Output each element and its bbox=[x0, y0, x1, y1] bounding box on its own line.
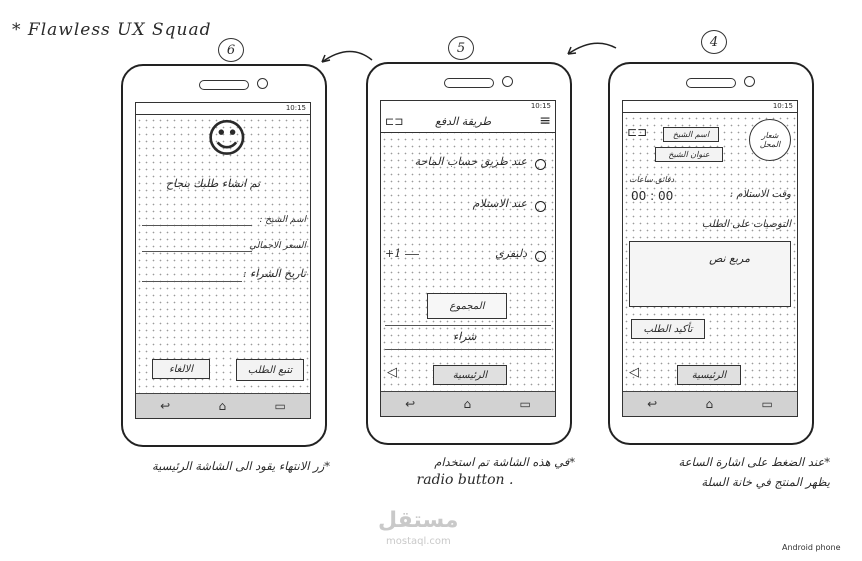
footer-label: Android phone bbox=[782, 543, 841, 552]
step-number-4: 4 bbox=[701, 30, 727, 54]
notes-textbox[interactable] bbox=[629, 241, 791, 307]
radio-delivery[interactable] bbox=[535, 251, 546, 262]
speaker bbox=[444, 78, 494, 88]
recents-icon[interactable]: ▭ bbox=[761, 397, 773, 411]
app-header bbox=[381, 112, 555, 133]
sketch-title: * Flawless UX Squad bbox=[12, 20, 212, 40]
caption-screen-6: *زر الانتهاء يقود الى الشاشة الرئيسية bbox=[151, 459, 330, 473]
field-line-date bbox=[142, 281, 242, 282]
cart-icon[interactable]: ⊏⊐ bbox=[385, 115, 404, 128]
confirm-order-button[interactable]: تأكيد الطلب bbox=[631, 319, 705, 339]
caption-5-line-1: *في هذه الشاشة تم استخدام bbox=[434, 455, 575, 469]
shop-logo-circle bbox=[749, 119, 791, 161]
field-label-date: تاريخ الشراء : bbox=[242, 267, 306, 280]
menu-icon[interactable]: ≡ bbox=[539, 113, 551, 129]
cart-icon[interactable]: ⊏⊐ bbox=[627, 125, 648, 139]
caption-4-line-2: يظهر المنتج في خانة السلة bbox=[701, 475, 830, 489]
notes-label: التوصيات على الطلب bbox=[701, 219, 791, 230]
home-icon[interactable]: ⌂ bbox=[705, 397, 714, 411]
home-icon[interactable]: ⌂ bbox=[218, 399, 227, 413]
watermark-logo: مستقل bbox=[378, 508, 459, 533]
divider-bottom bbox=[385, 349, 551, 350]
status-bar: 10:15 bbox=[136, 103, 310, 115]
home-button[interactable]: الرئيسية bbox=[433, 365, 507, 385]
caption-screen-5 bbox=[355, 452, 575, 488]
camera bbox=[744, 76, 755, 87]
radio-label-account: عند طريق حساب الماحة bbox=[414, 155, 527, 168]
total-box: المجموع bbox=[427, 293, 507, 319]
logo-line-1: شعار bbox=[761, 131, 779, 140]
speaker bbox=[686, 78, 736, 88]
smiley-icon: ☺ bbox=[206, 116, 248, 162]
sheikh-name-button[interactable]: اسم الشيخ bbox=[663, 127, 719, 142]
buy-button[interactable]: شراء bbox=[453, 330, 477, 343]
pickup-time-label: وقت الاستلام : bbox=[729, 189, 791, 200]
back-icon[interactable]: ↩ bbox=[160, 399, 171, 413]
radio-on-delivery[interactable] bbox=[535, 201, 546, 212]
field-line-name bbox=[142, 225, 252, 226]
screen-5 bbox=[380, 100, 556, 417]
price-dash bbox=[405, 254, 419, 255]
status-bar: 10:15 bbox=[381, 101, 555, 113]
android-nav-bar bbox=[136, 393, 310, 418]
success-message: تم انشاء طلبك بنجاح bbox=[166, 177, 261, 190]
pickup-time-value[interactable]: 00 : 00 bbox=[631, 189, 674, 203]
delivery-extra-price: +1 bbox=[385, 247, 402, 260]
watermark-url: mostaql.com bbox=[386, 536, 451, 547]
recents-icon[interactable]: ▭ bbox=[519, 397, 531, 411]
phone-frame-4 bbox=[608, 62, 814, 445]
field-label-name: اسم الشيخ : bbox=[259, 215, 306, 225]
radio-label-on-delivery: عند الاستلام bbox=[472, 197, 527, 210]
back-triangle-icon[interactable]: ◁ bbox=[629, 365, 639, 380]
home-button[interactable]: الرئيسية bbox=[677, 365, 741, 385]
track-order-button[interactable]: تتبع الطلب bbox=[236, 359, 304, 381]
divider-top bbox=[385, 325, 551, 326]
radio-label-delivery: دليفري bbox=[495, 247, 527, 260]
screen-6 bbox=[135, 102, 311, 419]
caption-4-line-1: *عند الضغط على اشارة الساعة bbox=[678, 455, 830, 469]
camera bbox=[257, 78, 268, 89]
status-bar: 10:15 bbox=[623, 101, 797, 113]
step-number-6: 6 bbox=[218, 38, 244, 62]
back-triangle-icon[interactable]: ◁ bbox=[387, 365, 397, 380]
field-line-total bbox=[142, 251, 252, 252]
notes-placeholder: مربع نص bbox=[709, 252, 750, 265]
logo-line-2: المحل bbox=[759, 140, 781, 149]
android-nav-bar bbox=[381, 391, 555, 416]
header-title: طريقة الدفع bbox=[435, 115, 492, 128]
timer-units: دقائق ساعات bbox=[629, 175, 675, 184]
step-number-5: 5 bbox=[448, 36, 474, 60]
cancel-button[interactable]: الالغاء bbox=[152, 359, 210, 379]
caption-screen-4 bbox=[620, 452, 830, 492]
screen-4 bbox=[622, 100, 798, 417]
home-icon[interactable]: ⌂ bbox=[463, 397, 472, 411]
field-label-total: السعر الاجمالي bbox=[249, 241, 306, 251]
recents-icon[interactable]: ▭ bbox=[274, 399, 286, 413]
android-nav-bar bbox=[623, 391, 797, 416]
back-icon[interactable]: ↩ bbox=[647, 397, 658, 411]
radio-account[interactable] bbox=[535, 159, 546, 170]
back-icon[interactable]: ↩ bbox=[405, 397, 416, 411]
phone-frame-5 bbox=[366, 62, 572, 445]
camera bbox=[502, 76, 513, 87]
phone-frame-6 bbox=[121, 64, 327, 447]
speaker bbox=[199, 80, 249, 90]
sheikh-address-button[interactable]: عنوان الشيخ bbox=[655, 147, 723, 162]
caption-5-line-2: radio button . bbox=[416, 472, 514, 488]
